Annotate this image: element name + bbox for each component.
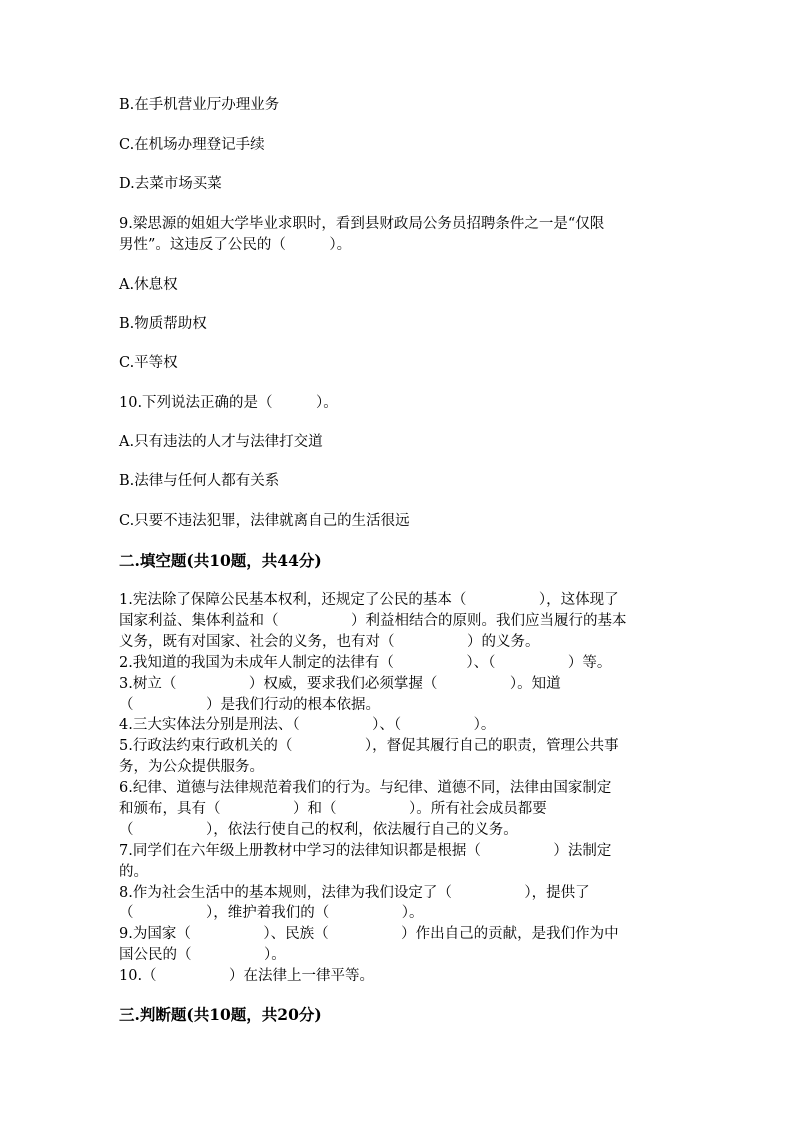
q10-option-a: A.只有违法的人才与法律打交道 — [119, 434, 323, 450]
fill-q1-line-3: 义务，既有对国家、社会的义务，也有对（ ）的义务。 — [119, 634, 540, 650]
fill-q10-line-1: 10.（ ）在法律上一律平等。 — [119, 968, 375, 984]
fill-q6-line-1: 6.纪律、道德与法律规范着我们的行为。与纪律、道德不同，法律由国家制定 — [119, 780, 612, 796]
q10-option-b: B.法律与任何人都有关系 — [119, 473, 280, 489]
fill-q9-line-2: 国公民的（ ）。 — [119, 947, 286, 963]
fill-q7-line-1: 7.同学们在六年级上册教材中学习的法律知识都是根据（ ）法制定 — [119, 843, 612, 859]
fill-q6-line-3: （ ），依法行使自己的权利，依法履行自己的义务。 — [119, 822, 518, 838]
fill-q8-line-2: （ ），维护着我们的（ ）。 — [119, 905, 424, 921]
fill-q3-line-1: 3.树立（ ）权威，要求我们必须掌握（ ）。知道 — [119, 676, 561, 692]
q10-option-c: C.只要不违法犯罪，法律就离自己的生活很远 — [119, 513, 410, 529]
fill-q7-line-2: 的。 — [119, 864, 148, 880]
fill-q8-line-1: 8.作为社会生活中的基本规则，法律为我们设定了（ ），提供了 — [119, 885, 590, 901]
fill-q4-line-1: 4.三大实体法分别是刑法、（ ）、（ ）。 — [119, 717, 496, 733]
q9-option-b: B.物质帮助权 — [119, 316, 207, 332]
fill-q3-line-2: （ ）是我们行动的根本依据。 — [119, 697, 380, 713]
q8-option-d: D.去菜市场买菜 — [119, 176, 222, 192]
fill-q1-line-1: 1.宪法除了保障公民基本权利，还规定了公民的基本（ ），这体现了 — [119, 592, 619, 608]
q9-option-c: C.平等权 — [119, 355, 178, 371]
q8-option-c: C.在机场办理登记手续 — [119, 137, 265, 153]
section-2-title: 二.填空题(共10题，共44分) — [119, 551, 322, 570]
q9-option-a: A.休息权 — [119, 277, 178, 293]
section-3-title: 三.判断题(共10题，共20分) — [119, 1005, 322, 1024]
fill-q5-line-1: 5.行政法约束行政机关的（ ），督促其履行自己的职责，管理公共事 — [119, 738, 619, 754]
q8-option-b: B.在手机营业厅办理业务 — [119, 97, 280, 113]
fill-q9-line-1: 9.为国家（ ）、民族（ ）作出自己的贡献，是我们作为中 — [119, 926, 619, 942]
fill-q2-line-1: 2.我知道的我国为未成年人制定的法律有（ ）、（ ）等。 — [119, 655, 612, 671]
fill-q1-line-2: 国家利益、集体利益和（ ）利益相结合的原则。我们应当履行的基本 — [119, 613, 627, 629]
fill-q5-line-2: 务，为公众提供服务。 — [119, 759, 264, 775]
q9-stem-line-1: 9.梁思源的姐姐大学毕业求职时，看到县财政局公务员招聘条件之一是“仅限 — [119, 216, 605, 232]
q9-stem-line-2: 男性”。这违反了公民的（ ）。 — [119, 237, 352, 253]
fill-q6-line-2: 和颁布，具有（ ）和（ ）。所有社会成员都要 — [119, 801, 547, 817]
q10-stem: 10.下列说法正确的是（ ）。 — [119, 395, 338, 411]
